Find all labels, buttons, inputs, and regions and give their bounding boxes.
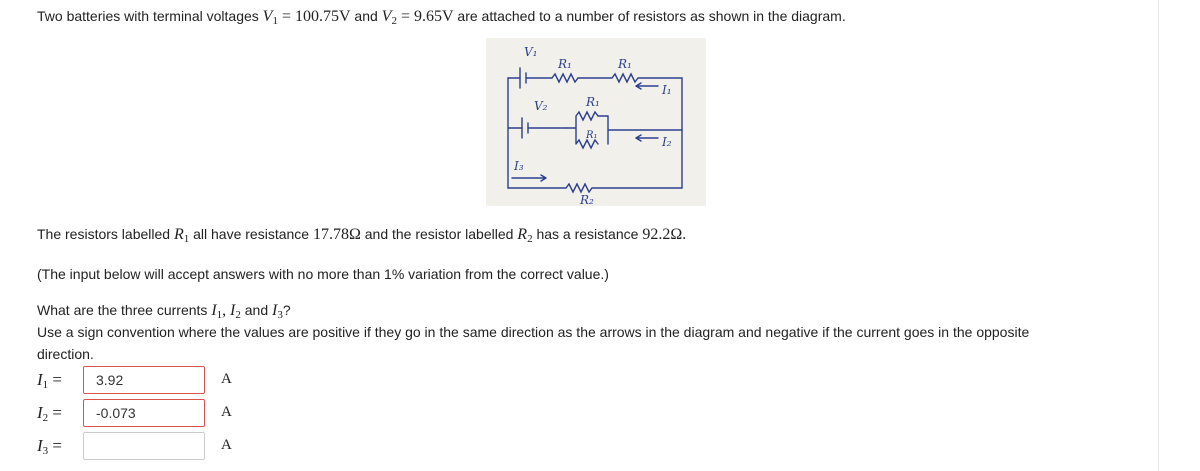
label-i3: I₃ xyxy=(514,159,524,173)
r1-symbol: $R_1$ xyxy=(173,226,190,245)
intro-and: and xyxy=(354,8,378,24)
r2-value: 92.2Ω. xyxy=(642,226,687,243)
answer-label-i1: $I_1$ = xyxy=(37,370,63,391)
unit-i1: A xyxy=(221,371,232,387)
resistance-line: The resistors labelled $R_1$ all have resistance 17.78Ω and the resistor labelled $R_2$ has a resistance 92.2Ω. xyxy=(37,226,687,245)
intro-text: Two batteries with terminal voltages xyxy=(37,8,259,24)
question-line: What are the three currents $I_1$, $I_2$ and $I_3$? xyxy=(37,302,291,321)
label-r2: R₂ xyxy=(580,193,594,206)
answer-input-i3[interactable] xyxy=(83,432,205,460)
r1-value: 17.78Ω xyxy=(312,226,361,243)
intro-line xyxy=(37,6,846,31)
label-r1-top-right: R₁ xyxy=(618,57,632,71)
label-i2: I₂ xyxy=(662,135,672,149)
r2-symbol: $R_2$ xyxy=(517,226,533,245)
answer-input-i2[interactable] xyxy=(83,399,205,427)
answer-label-i3: $I_3$ = xyxy=(37,436,63,457)
label-i1: I₁ xyxy=(662,83,672,97)
sign-convention-line-1: Use a sign convention where the values are positive if they go in the same direction as the arrows in the diagram and negative if the current goes in the opposite xyxy=(37,324,1030,340)
unit-i2: A xyxy=(221,404,232,420)
answer-label-i2: $I_2$ = xyxy=(37,403,63,424)
label-r1-top-left: R₁ xyxy=(558,57,572,71)
sign-convention-line-2: direction. xyxy=(37,346,94,362)
tolerance-note: (The input below will accept answers with no more than 1% variation from the correct value.) xyxy=(37,266,609,282)
circuit-diagram xyxy=(486,38,706,206)
label-v2: V₂ xyxy=(534,99,548,113)
question-panel xyxy=(12,0,1159,471)
label-v1: V₁ xyxy=(524,45,538,59)
unit-i3: A xyxy=(221,437,232,453)
intro-tail: are attached to a number of resistors as shown in the diagram. xyxy=(457,8,846,24)
answer-input-i1[interactable] xyxy=(83,366,205,394)
v1-expression: $V_1 = 100.75V$ xyxy=(262,8,351,27)
label-r1-middle: R₁ xyxy=(586,95,600,109)
circuit-diagram-image xyxy=(486,38,706,206)
v2-expression: $V_2 = 9.65V$ xyxy=(381,8,454,27)
label-r1-inner: R₁ xyxy=(586,130,598,141)
